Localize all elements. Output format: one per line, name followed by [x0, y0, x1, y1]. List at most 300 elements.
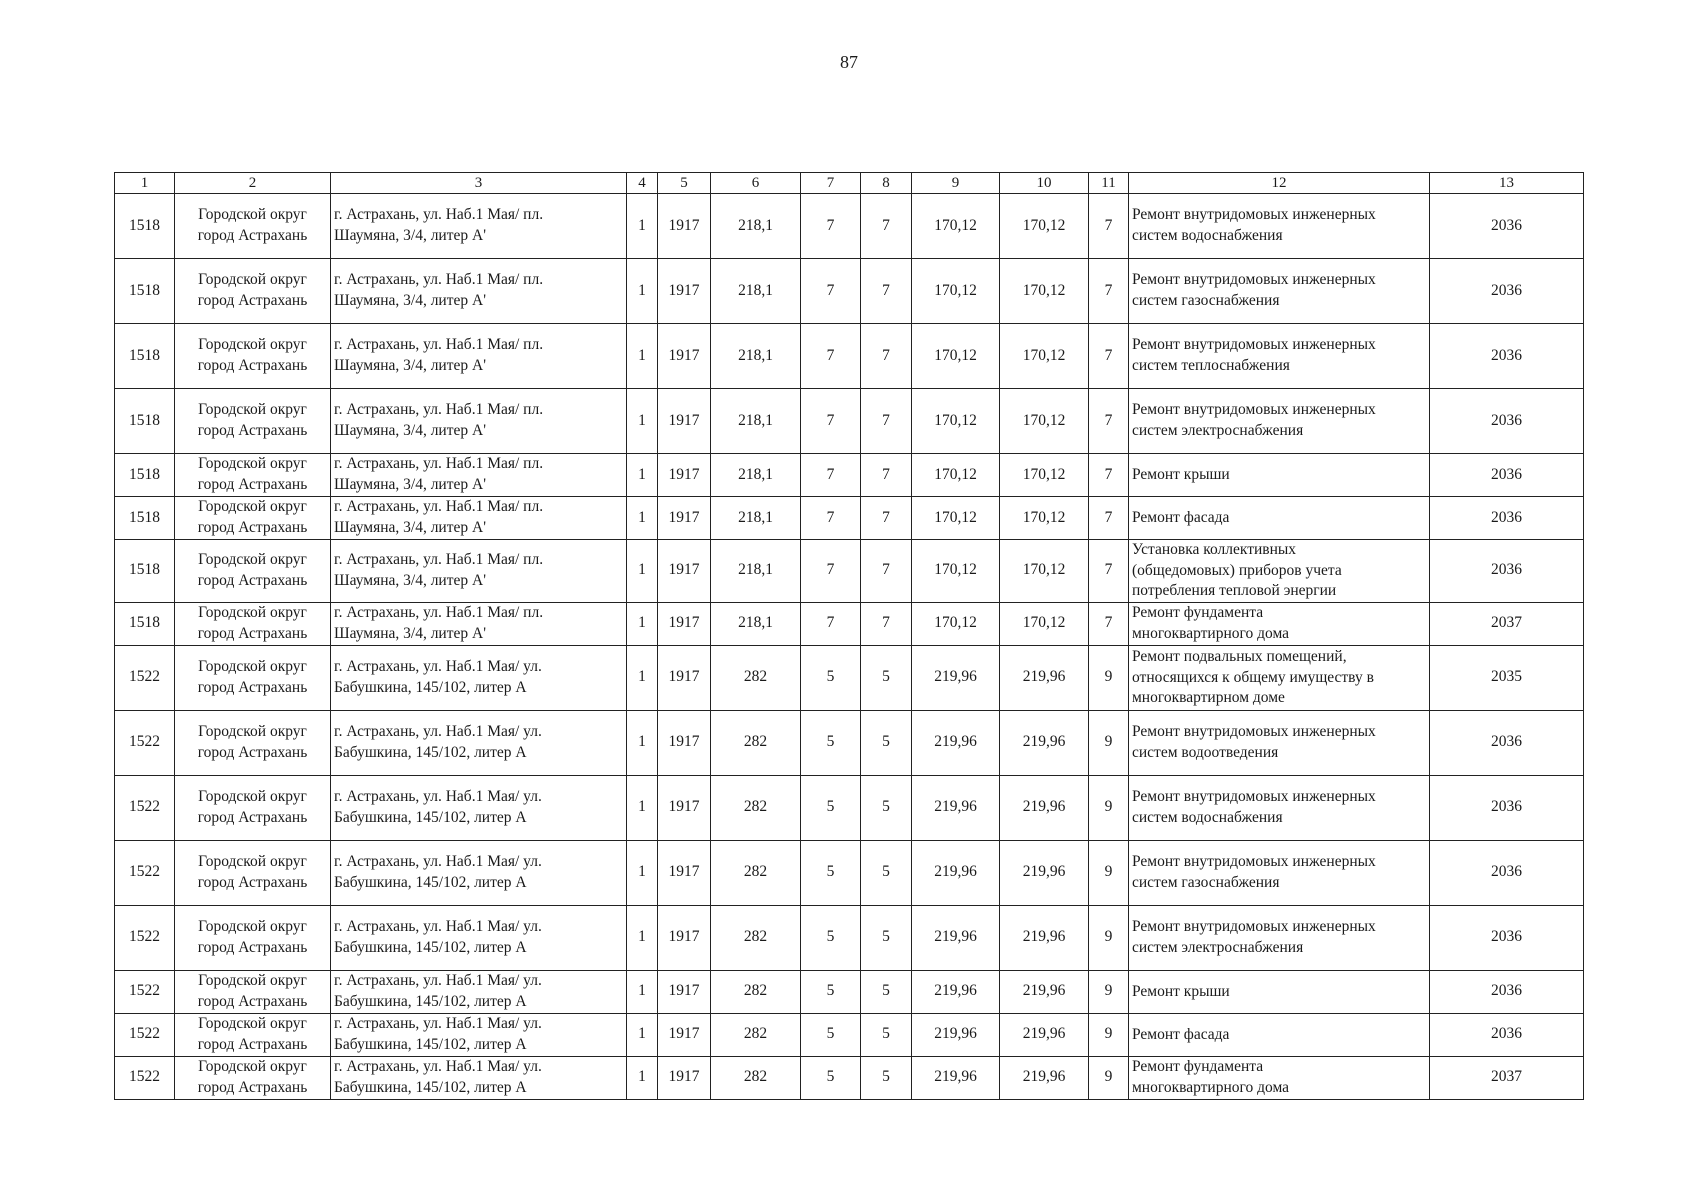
cell-col10: 219,96	[1000, 710, 1089, 775]
cell-col4: 1	[627, 454, 658, 497]
cell-address-line: Бабушкина, 145/102, литер А	[334, 938, 527, 956]
cell-address-line: г. Астрахань, ул. Наб.1 Мая/ ул.	[334, 917, 542, 935]
cell-col10: 170,12	[1000, 497, 1089, 540]
cell-area: 282	[711, 1013, 801, 1056]
page-number: 87	[840, 52, 858, 72]
cell-col7: 7	[801, 324, 861, 389]
cell-area: 218,1	[711, 540, 801, 603]
column-header-6: 6	[711, 173, 801, 194]
cell-plan-year: 2035	[1430, 645, 1584, 710]
cell-work-line: Ремонт внутридомовых инженерных	[1132, 336, 1376, 354]
cell-address-line: Шаумяна, 3/4, литер А'	[334, 519, 486, 536]
cell-address-line: Шаумяна, 3/4, литер А'	[334, 422, 486, 439]
cell-work	[1129, 602, 1430, 645]
cell-year: 1917	[658, 540, 711, 603]
cell-col4: 1	[627, 970, 658, 1013]
cell-municipality-line: Городской округ	[198, 852, 307, 870]
cell-address-line: г. Астрахань, ул. Наб.1 Мая/ пл.	[334, 401, 544, 419]
cell-area: 282	[711, 970, 801, 1013]
cell-area: 218,1	[711, 389, 801, 454]
cell-col9: 170,12	[912, 454, 1000, 497]
cell-municipality	[175, 324, 331, 389]
cell-municipality	[175, 259, 331, 324]
cell-id: 1518	[115, 497, 175, 540]
cell-col8: 7	[861, 540, 912, 603]
cell-col11: 7	[1089, 259, 1129, 324]
table-row	[115, 645, 1584, 710]
cell-municipality-line: Городской округ	[198, 722, 307, 740]
cell-work-line: Ремонт внутридомовых инженерных	[1132, 206, 1376, 224]
cell-work-line: систем водоотведения	[1132, 743, 1279, 761]
cell-municipality	[175, 840, 331, 905]
table-row	[115, 840, 1584, 905]
cell-work	[1129, 497, 1430, 540]
cell-col7: 7	[801, 602, 861, 645]
cell-area: 218,1	[711, 454, 801, 497]
cell-col9: 219,96	[912, 905, 1000, 970]
cell-year: 1917	[658, 259, 711, 324]
cell-municipality-line: Городской округ	[198, 787, 307, 805]
cell-col4: 1	[627, 602, 658, 645]
cell-work	[1129, 259, 1430, 324]
cell-municipality-line: город Астрахань	[197, 938, 308, 956]
cell-municipality	[175, 602, 331, 645]
cell-col7: 5	[801, 970, 861, 1013]
cell-col8: 5	[861, 970, 912, 1013]
table-row	[115, 497, 1584, 540]
cell-work-line: Ремонт крыши	[1132, 982, 1230, 1000]
cell-address-line: Бабушкина, 145/102, литер А	[334, 873, 527, 891]
cell-year: 1917	[658, 1056, 711, 1099]
cell-col8: 5	[861, 840, 912, 905]
table-row	[115, 905, 1584, 970]
header-row	[115, 173, 1584, 194]
cell-plan-year: 2037	[1430, 1056, 1584, 1099]
cell-col11: 9	[1089, 905, 1129, 970]
cell-work-line: (общедомовых) приборов учета	[1132, 561, 1342, 579]
column-header-13: 13	[1430, 173, 1584, 194]
cell-year: 1917	[658, 710, 711, 775]
cell-col7: 7	[801, 497, 861, 540]
cell-address	[331, 259, 627, 324]
cell-col10: 170,12	[1000, 324, 1089, 389]
cell-col8: 5	[861, 1013, 912, 1056]
cell-work	[1129, 905, 1430, 970]
cell-work-line: Ремонт фундамента	[1132, 1058, 1264, 1076]
cell-address-line: Бабушкина, 145/102, литер А	[334, 808, 527, 826]
cell-col9: 219,96	[912, 710, 1000, 775]
cell-work-line: Ремонт фасада	[1132, 1025, 1230, 1043]
cell-col10: 219,96	[1000, 970, 1089, 1013]
cell-col7: 7	[801, 259, 861, 324]
cell-address-line: г. Астрахань, ул. Наб.1 Мая/ пл.	[334, 271, 544, 289]
cell-col7: 5	[801, 840, 861, 905]
cell-address-line: Шаумяна, 3/4, литер А'	[334, 292, 486, 309]
cell-area: 218,1	[711, 602, 801, 645]
cell-address	[331, 497, 627, 540]
cell-col8: 7	[861, 602, 912, 645]
cell-work	[1129, 540, 1430, 603]
cell-municipality	[175, 1013, 331, 1056]
column-header-1: 1	[115, 173, 175, 194]
cell-area: 282	[711, 710, 801, 775]
cell-col9: 219,96	[912, 1013, 1000, 1056]
table-row	[115, 324, 1584, 389]
cell-col8: 7	[861, 194, 912, 259]
cell-year: 1917	[658, 497, 711, 540]
cell-area: 218,1	[711, 194, 801, 259]
cell-municipality-line: Городской округ	[198, 603, 307, 621]
cell-work	[1129, 1013, 1430, 1056]
table-row	[115, 540, 1584, 603]
cell-work-line: систем газоснабжения	[1132, 292, 1280, 309]
cell-municipality-line: Городской округ	[198, 917, 307, 935]
cell-col11: 9	[1089, 645, 1129, 710]
cell-address-line: Шаумяна, 3/4, литер А'	[334, 624, 486, 642]
table-body	[115, 194, 1584, 1100]
cell-col8: 5	[861, 775, 912, 840]
cell-col11: 7	[1089, 497, 1129, 540]
cell-work-line: Ремонт внутридомовых инженерных	[1132, 401, 1376, 419]
cell-col8: 5	[861, 710, 912, 775]
cell-area: 282	[711, 905, 801, 970]
cell-address	[331, 1013, 627, 1056]
cell-address-line: г. Астрахань, ул. Наб.1 Мая/ ул.	[334, 1014, 542, 1032]
cell-address	[331, 710, 627, 775]
cell-work-line: систем теплоснабжения	[1132, 357, 1290, 374]
cell-municipality	[175, 970, 331, 1013]
cell-work-line: Ремонт фасада	[1132, 508, 1230, 526]
cell-work	[1129, 324, 1430, 389]
cell-plan-year: 2036	[1430, 775, 1584, 840]
cell-address	[331, 645, 627, 710]
cell-address-line: г. Астрахань, ул. Наб.1 Мая/ пл.	[334, 455, 544, 473]
cell-plan-year: 2036	[1430, 454, 1584, 497]
cell-col10: 170,12	[1000, 389, 1089, 454]
cell-id: 1522	[115, 840, 175, 905]
cell-col9: 219,96	[912, 775, 1000, 840]
cell-municipality-line: город Астрахань	[197, 292, 308, 309]
cell-id: 1518	[115, 602, 175, 645]
cell-municipality	[175, 905, 331, 970]
cell-municipality-line: Городской округ	[198, 455, 307, 473]
cell-address-line: г. Астрахань, ул. Наб.1 Мая/ ул.	[334, 852, 542, 870]
table-row	[115, 970, 1584, 1013]
cell-address-line: г. Астрахань, ул. Наб.1 Мая/ пл.	[334, 206, 544, 224]
cell-col10: 170,12	[1000, 194, 1089, 259]
cell-municipality-line: Городской округ	[198, 336, 307, 354]
cell-col7: 5	[801, 710, 861, 775]
cell-id: 1522	[115, 1013, 175, 1056]
cell-address-line: Шаумяна, 3/4, литер А'	[334, 476, 486, 493]
column-header-9: 9	[912, 173, 1000, 194]
column-header-3: 3	[331, 173, 627, 194]
cell-municipality-line: Городской округ	[198, 271, 307, 289]
cell-address	[331, 970, 627, 1013]
cell-municipality-line: Городской округ	[198, 971, 307, 989]
cell-plan-year: 2036	[1430, 497, 1584, 540]
cell-work-line: Ремонт внутридомовых инженерных	[1132, 271, 1376, 289]
table-row	[115, 602, 1584, 645]
cell-work-line: многоквартирного дома	[1132, 1078, 1290, 1096]
cell-municipality-line: Городской округ	[198, 1014, 307, 1032]
cell-col4: 1	[627, 1056, 658, 1099]
cell-plan-year: 2036	[1430, 194, 1584, 259]
cell-col4: 1	[627, 259, 658, 324]
cell-col4: 1	[627, 710, 658, 775]
cell-work-line: Ремонт подвальных помещений,	[1132, 647, 1347, 665]
column-header-11: 11	[1089, 173, 1129, 194]
cell-work	[1129, 1056, 1430, 1099]
cell-municipality-line: Городской округ	[198, 550, 307, 568]
cell-col11: 7	[1089, 540, 1129, 603]
cell-address-line: г. Астрахань, ул. Наб.1 Мая/ пл.	[334, 550, 544, 568]
cell-address-line: Бабушкина, 145/102, литер А	[334, 992, 527, 1010]
cell-plan-year: 2036	[1430, 905, 1584, 970]
cell-col7: 5	[801, 775, 861, 840]
cell-municipality-line: город Астрахань	[197, 678, 308, 696]
cell-col9: 219,96	[912, 840, 1000, 905]
cell-work-line: Ремонт внутридомовых инженерных	[1132, 918, 1376, 936]
cell-col4: 1	[627, 540, 658, 603]
cell-municipality-line: город Астрахань	[197, 808, 308, 826]
cell-work-line: Ремонт внутридомовых инженерных	[1132, 853, 1376, 871]
cell-year: 1917	[658, 1013, 711, 1056]
cell-col10: 219,96	[1000, 645, 1089, 710]
cell-area: 282	[711, 1056, 801, 1099]
cell-year: 1917	[658, 905, 711, 970]
cell-col11: 7	[1089, 454, 1129, 497]
cell-work-line: Ремонт внутридомовых инженерных	[1132, 723, 1376, 741]
cell-col9: 219,96	[912, 1056, 1000, 1099]
cell-year: 1917	[658, 454, 711, 497]
cell-address-line: г. Астрахань, ул. Наб.1 Мая/ пл.	[334, 498, 544, 516]
cell-col10: 170,12	[1000, 540, 1089, 603]
cell-municipality-line: город Астрахань	[197, 422, 308, 439]
table-row	[115, 194, 1584, 259]
cell-col8: 7	[861, 389, 912, 454]
cell-area: 282	[711, 840, 801, 905]
column-header-4: 4	[627, 173, 658, 194]
cell-col10: 219,96	[1000, 1056, 1089, 1099]
cell-municipality	[175, 497, 331, 540]
table-header	[115, 173, 1584, 194]
cell-col4: 1	[627, 1013, 658, 1056]
cell-col11: 9	[1089, 840, 1129, 905]
cell-municipality-line: Городской округ	[198, 657, 307, 675]
cell-address-line: Шаумяна, 3/4, литер А'	[334, 227, 486, 244]
cell-col10: 219,96	[1000, 840, 1089, 905]
registry-table	[114, 172, 1584, 1100]
column-header-8: 8	[861, 173, 912, 194]
cell-municipality	[175, 645, 331, 710]
cell-col9: 170,12	[912, 497, 1000, 540]
cell-work-line: систем водоснабжения	[1132, 808, 1283, 826]
cell-id: 1518	[115, 454, 175, 497]
cell-municipality	[175, 1056, 331, 1099]
cell-municipality-line: город Астрахань	[197, 227, 308, 244]
cell-work	[1129, 194, 1430, 259]
cell-id: 1518	[115, 540, 175, 603]
cell-id: 1522	[115, 970, 175, 1013]
cell-col10: 219,96	[1000, 775, 1089, 840]
cell-col8: 7	[861, 259, 912, 324]
cell-work-line: систем водоснабжения	[1132, 227, 1283, 244]
cell-col4: 1	[627, 840, 658, 905]
cell-id: 1518	[115, 259, 175, 324]
cell-col11: 9	[1089, 710, 1129, 775]
cell-col8: 5	[861, 905, 912, 970]
cell-id: 1522	[115, 710, 175, 775]
cell-col11: 7	[1089, 602, 1129, 645]
cell-year: 1917	[658, 324, 711, 389]
cell-address-line: г. Астрахань, ул. Наб.1 Мая/ ул.	[334, 971, 542, 989]
cell-id: 1518	[115, 194, 175, 259]
cell-work-line: Ремонт фундамента	[1132, 604, 1264, 622]
cell-col10: 170,12	[1000, 454, 1089, 497]
cell-col4: 1	[627, 497, 658, 540]
cell-address-line: Бабушкина, 145/102, литер А	[334, 678, 527, 696]
cell-work	[1129, 840, 1430, 905]
cell-municipality-line: Городской округ	[198, 1057, 307, 1075]
cell-municipality-line: город Астрахань	[197, 1035, 308, 1053]
cell-work-line: систем электроснабжения	[1132, 422, 1304, 439]
cell-address-line: Шаумяна, 3/4, литер А'	[334, 571, 486, 589]
cell-col10: 219,96	[1000, 905, 1089, 970]
cell-municipality-line: город Астрахань	[197, 992, 308, 1010]
cell-col4: 1	[627, 194, 658, 259]
cell-area: 282	[711, 775, 801, 840]
cell-area: 218,1	[711, 497, 801, 540]
cell-id: 1522	[115, 775, 175, 840]
column-header-7: 7	[801, 173, 861, 194]
cell-work	[1129, 775, 1430, 840]
cell-municipality-line: город Астрахань	[197, 624, 308, 642]
column-header-2: 2	[175, 173, 331, 194]
cell-col7: 7	[801, 454, 861, 497]
cell-plan-year: 2037	[1430, 602, 1584, 645]
cell-col8: 5	[861, 1056, 912, 1099]
cell-col9: 219,96	[912, 970, 1000, 1013]
cell-col7: 5	[801, 645, 861, 710]
cell-col11: 9	[1089, 775, 1129, 840]
cell-municipality-line: Городской округ	[198, 401, 307, 419]
cell-work-line: Ремонт внутридомовых инженерных	[1132, 788, 1376, 806]
cell-municipality-line: город Астрахань	[197, 357, 308, 374]
cell-municipality-line: город Астрахань	[197, 873, 308, 891]
table-row	[115, 259, 1584, 324]
cell-address	[331, 775, 627, 840]
cell-municipality-line: город Астрахань	[197, 743, 308, 761]
cell-address	[331, 389, 627, 454]
cell-address-line: г. Астрахань, ул. Наб.1 Мая/ ул.	[334, 657, 542, 675]
table-row	[115, 775, 1584, 840]
table-row	[115, 389, 1584, 454]
cell-col7: 7	[801, 389, 861, 454]
cell-col4: 1	[627, 775, 658, 840]
cell-work	[1129, 645, 1430, 710]
cell-plan-year: 2036	[1430, 710, 1584, 775]
cell-work-line: систем газоснабжения	[1132, 873, 1280, 891]
cell-col7: 5	[801, 1013, 861, 1056]
cell-address-line: г. Астрахань, ул. Наб.1 Мая/ пл.	[334, 603, 544, 621]
table-row	[115, 1013, 1584, 1056]
cell-col9: 170,12	[912, 540, 1000, 603]
cell-area: 218,1	[711, 324, 801, 389]
cell-work-line: систем электроснабжения	[1132, 938, 1304, 956]
cell-work-line: Ремонт крыши	[1132, 465, 1230, 483]
cell-address	[331, 905, 627, 970]
cell-municipality	[175, 194, 331, 259]
cell-address	[331, 1056, 627, 1099]
cell-col7: 5	[801, 1056, 861, 1099]
cell-address-line: г. Астрахань, ул. Наб.1 Мая/ пл.	[334, 336, 544, 354]
cell-work-line: многоквартирном доме	[1132, 689, 1285, 707]
cell-address-line: Бабушкина, 145/102, литер А	[334, 1078, 527, 1096]
cell-plan-year: 2036	[1430, 540, 1584, 603]
cell-col8: 7	[861, 324, 912, 389]
cell-year: 1917	[658, 775, 711, 840]
cell-address-line: Шаумяна, 3/4, литер А'	[334, 357, 486, 374]
cell-year: 1917	[658, 645, 711, 710]
cell-col9: 219,96	[912, 645, 1000, 710]
cell-col11: 7	[1089, 324, 1129, 389]
cell-col4: 1	[627, 389, 658, 454]
cell-col11: 7	[1089, 194, 1129, 259]
cell-col10: 170,12	[1000, 602, 1089, 645]
cell-col11: 9	[1089, 1013, 1129, 1056]
cell-area: 218,1	[711, 259, 801, 324]
cell-col9: 170,12	[912, 389, 1000, 454]
table-row	[115, 1056, 1584, 1099]
cell-municipality-line: город Астрахань	[197, 476, 308, 493]
cell-municipality	[175, 454, 331, 497]
column-header-12: 12	[1129, 173, 1430, 194]
cell-work	[1129, 389, 1430, 454]
cell-id: 1518	[115, 389, 175, 454]
cell-municipality-line: город Астрахань	[197, 1078, 308, 1096]
cell-work	[1129, 454, 1430, 497]
cell-address	[331, 324, 627, 389]
cell-col9: 170,12	[912, 324, 1000, 389]
cell-col4: 1	[627, 645, 658, 710]
cell-municipality	[175, 710, 331, 775]
cell-municipality-line: город Астрахань	[197, 571, 308, 589]
cell-year: 1917	[658, 194, 711, 259]
cell-plan-year: 2036	[1430, 840, 1584, 905]
cell-col10: 170,12	[1000, 259, 1089, 324]
cell-col8: 5	[861, 645, 912, 710]
cell-id: 1522	[115, 1056, 175, 1099]
cell-col9: 170,12	[912, 259, 1000, 324]
cell-address	[331, 840, 627, 905]
cell-col10: 219,96	[1000, 1013, 1089, 1056]
cell-year: 1917	[658, 970, 711, 1013]
cell-address	[331, 602, 627, 645]
cell-municipality-line: Городской округ	[198, 206, 307, 224]
cell-address	[331, 540, 627, 603]
cell-work-line: относящихся к общему имуществу в	[1132, 668, 1374, 686]
cell-plan-year: 2036	[1430, 970, 1584, 1013]
cell-year: 1917	[658, 602, 711, 645]
cell-year: 1917	[658, 840, 711, 905]
cell-id: 1522	[115, 645, 175, 710]
cell-col7: 7	[801, 194, 861, 259]
cell-municipality	[175, 540, 331, 603]
cell-address-line: Бабушкина, 145/102, литер А	[334, 743, 527, 761]
cell-id: 1518	[115, 324, 175, 389]
cell-plan-year: 2036	[1430, 259, 1584, 324]
